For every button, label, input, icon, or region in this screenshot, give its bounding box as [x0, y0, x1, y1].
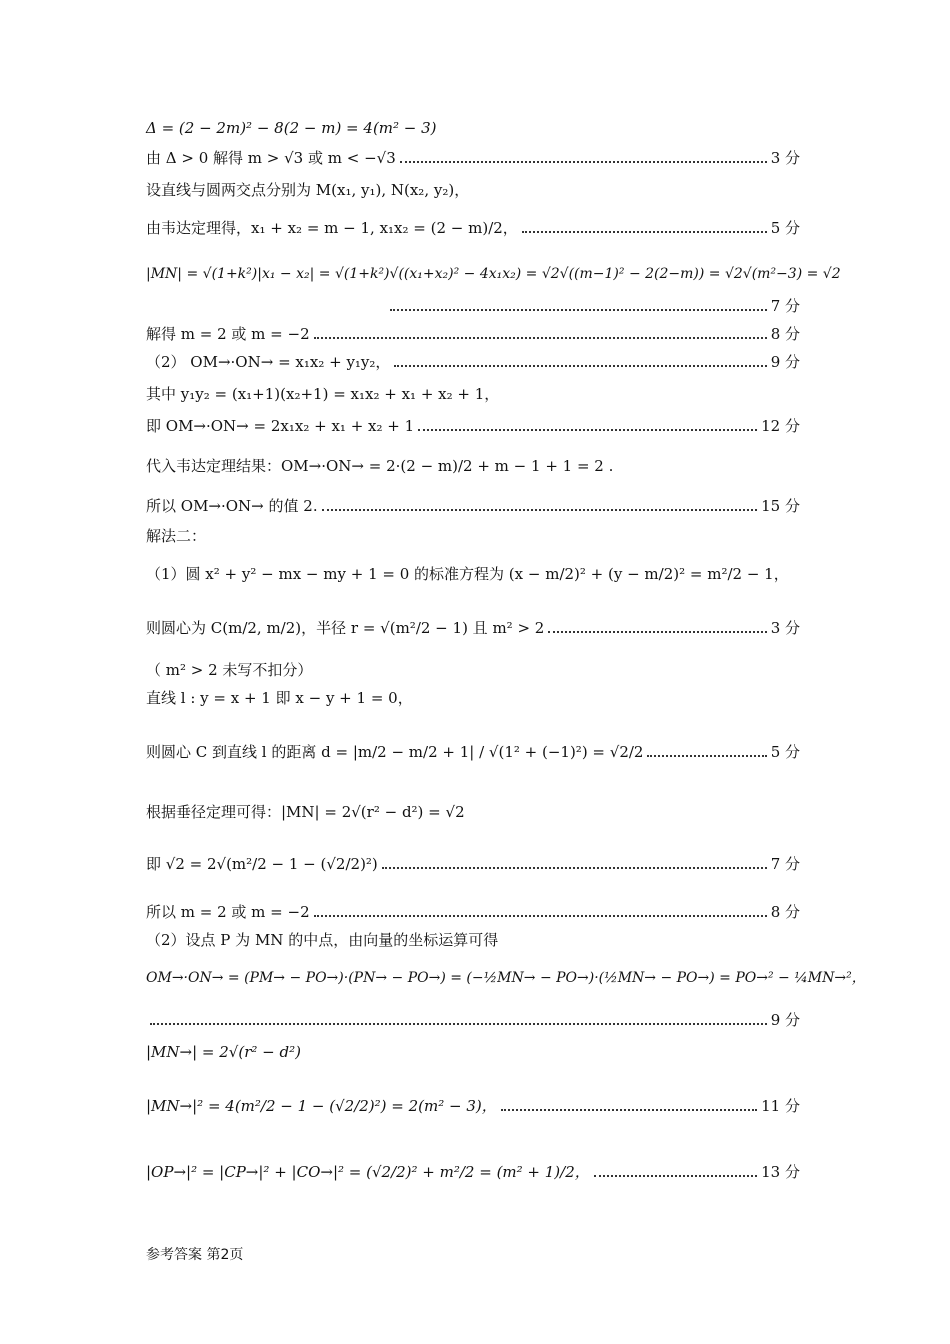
line-4: 由韦达定理得，x₁ + x₂ = m − 1, x₁x₂ = (2 − m)/2， 5 分 [146, 219, 800, 237]
line-13: 解法二： [146, 527, 207, 545]
line-10: 即 OM→·ON→ = 2x₁x₂ + x₁ + x₂ + 1 12 分 [146, 417, 800, 435]
line-12: 所以 OM→·ON→ 的值 2. 15 分 [146, 497, 800, 515]
line-21: 所以 m = 2 或 m = −2 8 分 [146, 903, 800, 921]
line-7: 解得 m = 2 或 m = −2 8 分 [146, 325, 800, 343]
line-2: 由 Δ > 0 解得 m > √3 或 m < −√3 3 分 [146, 149, 800, 167]
line-22: （2）设点 P 为 MN 的中点，由向量的坐标运算可得 [146, 931, 499, 949]
line-17: 直线 l : y = x + 1 即 x − y + 1 = 0， [146, 689, 413, 707]
line-20: 即 √2 = 2√(m²/2 − 1 − (√2/2)²) 7 分 [146, 855, 800, 873]
line-25: |MN→| = 2√(r² − d²) [146, 1043, 301, 1061]
line-27: |OP→|² = |CP→|² + |CO→|² = (√2/2)² + m²/2 = (m² + 1)/2， 13 分 [146, 1163, 800, 1181]
line-9: 其中 y₁y₂ = (x₁+1)(x₂+1) = x₁x₂ + x₁ + x₂ + 1， [146, 385, 500, 403]
line-14: （1）圆 x² + y² − mx − my + 1 = 0 的标准方程为 (x − m/2)² + (y − m/2)² = m²/2 − 1， [146, 565, 789, 583]
line-23: OM→·ON→ = (PM→ − PO→)·(PN→ − PO→) = (−½MN→ − PO→)·(½MN→ − PO→) = PO→² − ¼MN→²， [146, 970, 866, 986]
line-18: 则圆心 C 到直线 l 的距离 d = |m/2 − m/2 + 1| / √(1² + (−1)²) = √2/2 5 分 [146, 743, 800, 761]
line-6: 7 分 [386, 296, 800, 316]
line-5: |MN| = √(1+k²)|x₁ − x₂| = √(1+k²)√((x₁+x₂)² − 4x₁x₂) = √2√((m−1)² − 2(2−m)) = √2√(m²−3) = √2 [146, 266, 841, 282]
line-24: 9 分 [146, 1010, 800, 1030]
line-19: 根据垂径定理可得：|MN| = 2√(r² − d²) = √2 [146, 803, 465, 821]
line-16: （ m² > 2 未写不扣分） [146, 661, 313, 679]
line-8: （2） OM→·ON→ = x₁x₂ + y₁y₂， 9 分 [146, 353, 800, 371]
line-26: |MN→|² = 4(m²/2 − 1 − (√2/2)²) = 2(m² − 3)， 11 分 [146, 1097, 800, 1115]
page-footer: 参考答案 第2页 [146, 1247, 244, 1263]
line-1: Δ = (2 − 2m)² − 8(2 − m) = 4(m² − 3) [146, 119, 437, 137]
line-3: 设直线与圆两交点分别为 M(x₁, y₁), N(x₂, y₂)， [146, 181, 470, 199]
line-15: 则圆心为 C(m/2, m/2)，半径 r = √(m²/2 − 1) 且 m² > 2 3 分 [146, 619, 800, 637]
line-11: 代入韦达定理结果：OM→·ON→ = 2·(2 − m)/2 + m − 1 + 1 = 2 . [146, 457, 614, 475]
